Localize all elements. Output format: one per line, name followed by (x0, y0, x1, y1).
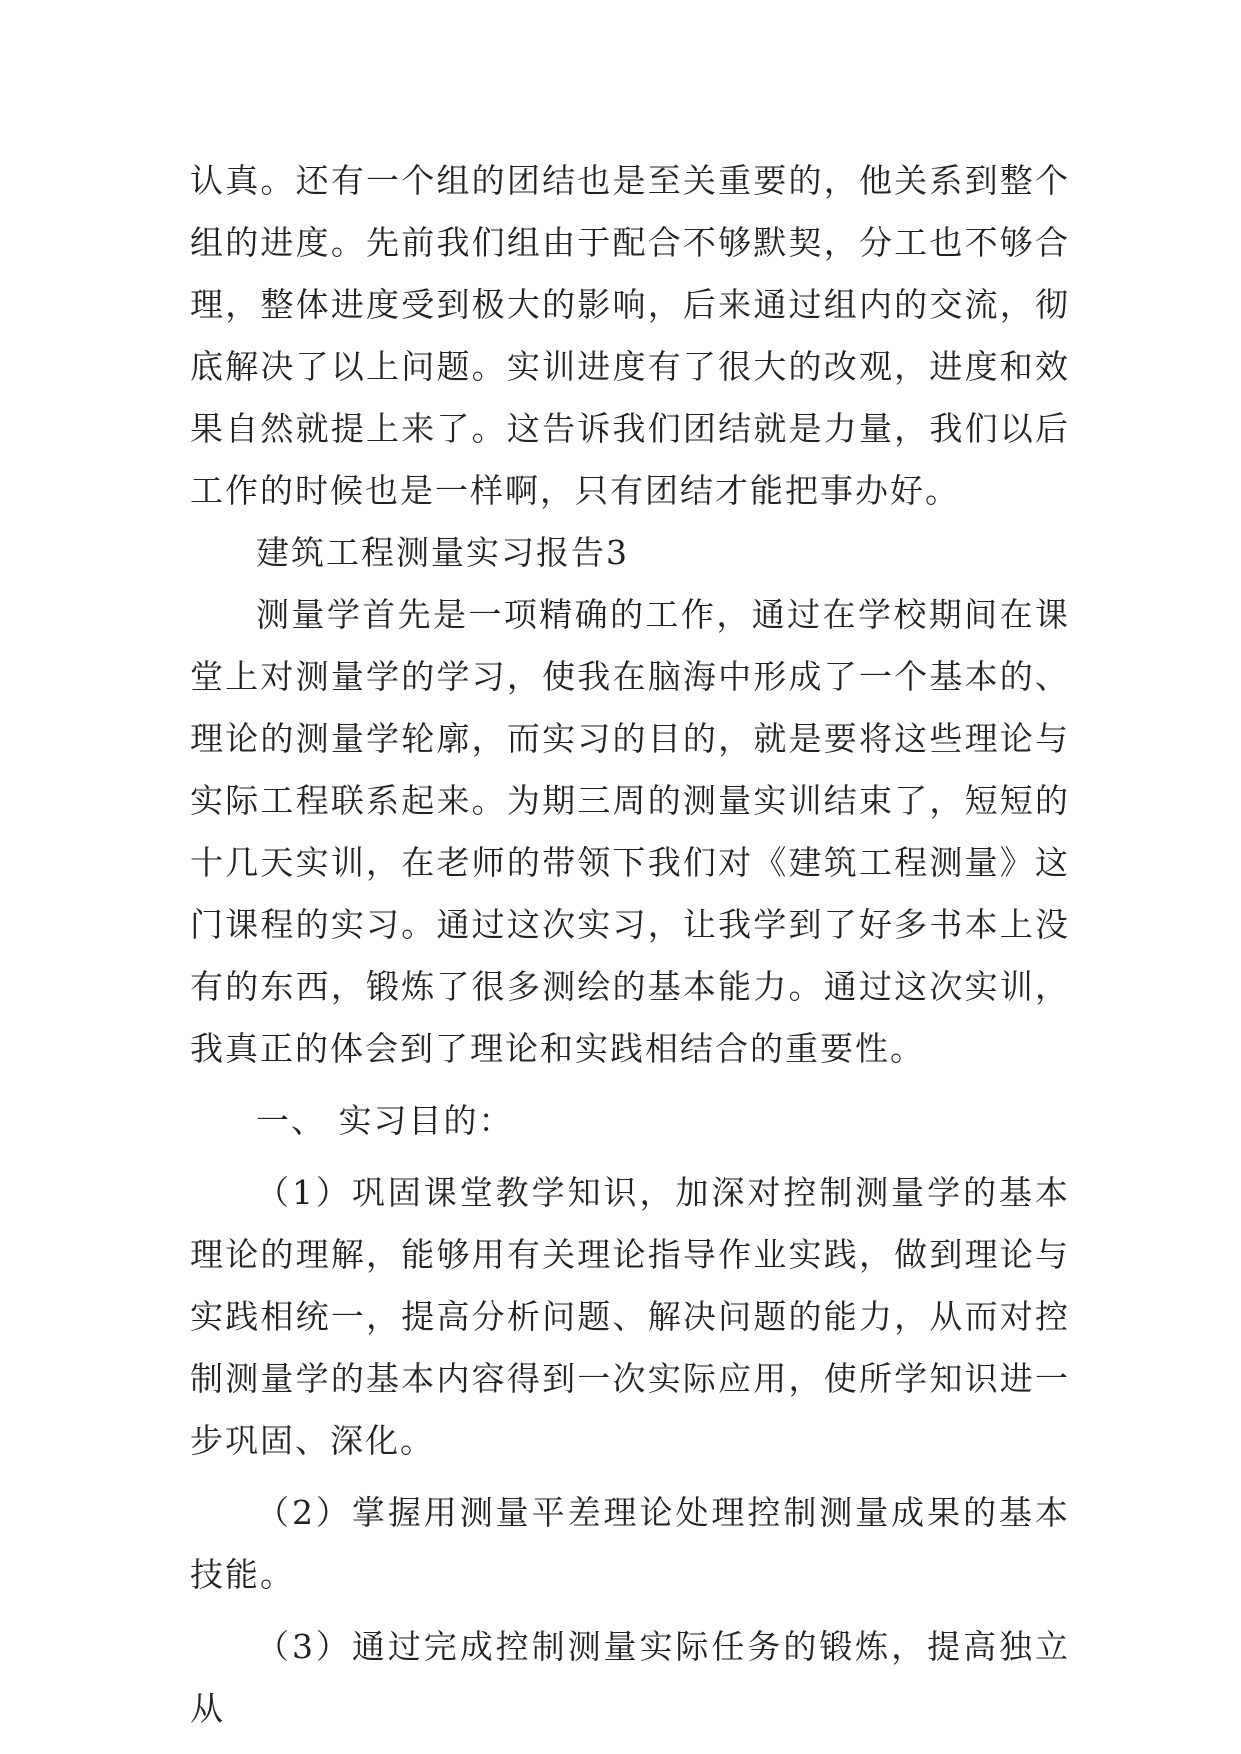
purpose-item-3: （3）通过完成控制测量实际任务的锻炼，提高独立从 (190, 1627, 1070, 1728)
document-body (190, 150, 1070, 1740)
purpose-item-1: （1）巩固课堂教学知识，加深对控制测量学的基本理论的理解，能够用有关理论指导作业实践，做到理论与实践相统一，提高分析问题、解决问题的能力，从而对控制测量学的基本内容得到一次实际应用，使所学知识进一步巩固、深化。 (190, 1173, 1070, 1460)
report-title: 建筑工程测量实习报告3 (256, 533, 629, 572)
section-heading-purpose: 一、 实习目的： (256, 1101, 514, 1140)
purpose-item-2: （2）掌握用测量平差理论处理控制测量成果的基本技能。 (190, 1493, 1070, 1594)
paragraph-intro: 测量学首先是一项精确的工作，通过在学校期间在课堂上对测量学的学习，使我在脑海中形成了一个基本的、理论的测量学轮廓，而实习的目的，就是要将这些理论与实际工程联系起来。为期三周的测量实训结束了，短短的十几天实训，在老师的带领下我们对《建筑工程测量》这门课程的实习。通过这次实习，让我学到了好多书本上没有的东西，锻炼了很多测绘的基本能力。通过这次实训，我真正的体会到了理论和实践相结合的重要性。 (190, 595, 1070, 1068)
paragraph-continuation: 认真。还有一个组的团结也是至关重要的，他关系到整个组的进度。先前我们组由于配合不够默契，分工也不够合理，整体进度受到极大的影响，后来通过组内的交流，彻底解决了以上问题。实训进度有了很大的改观，进度和效果自然就提上来了。这告诉我们团结就是力量，我们以后工作的时候也是一样啊，只有团结才能把事办好。 (190, 161, 1070, 510)
